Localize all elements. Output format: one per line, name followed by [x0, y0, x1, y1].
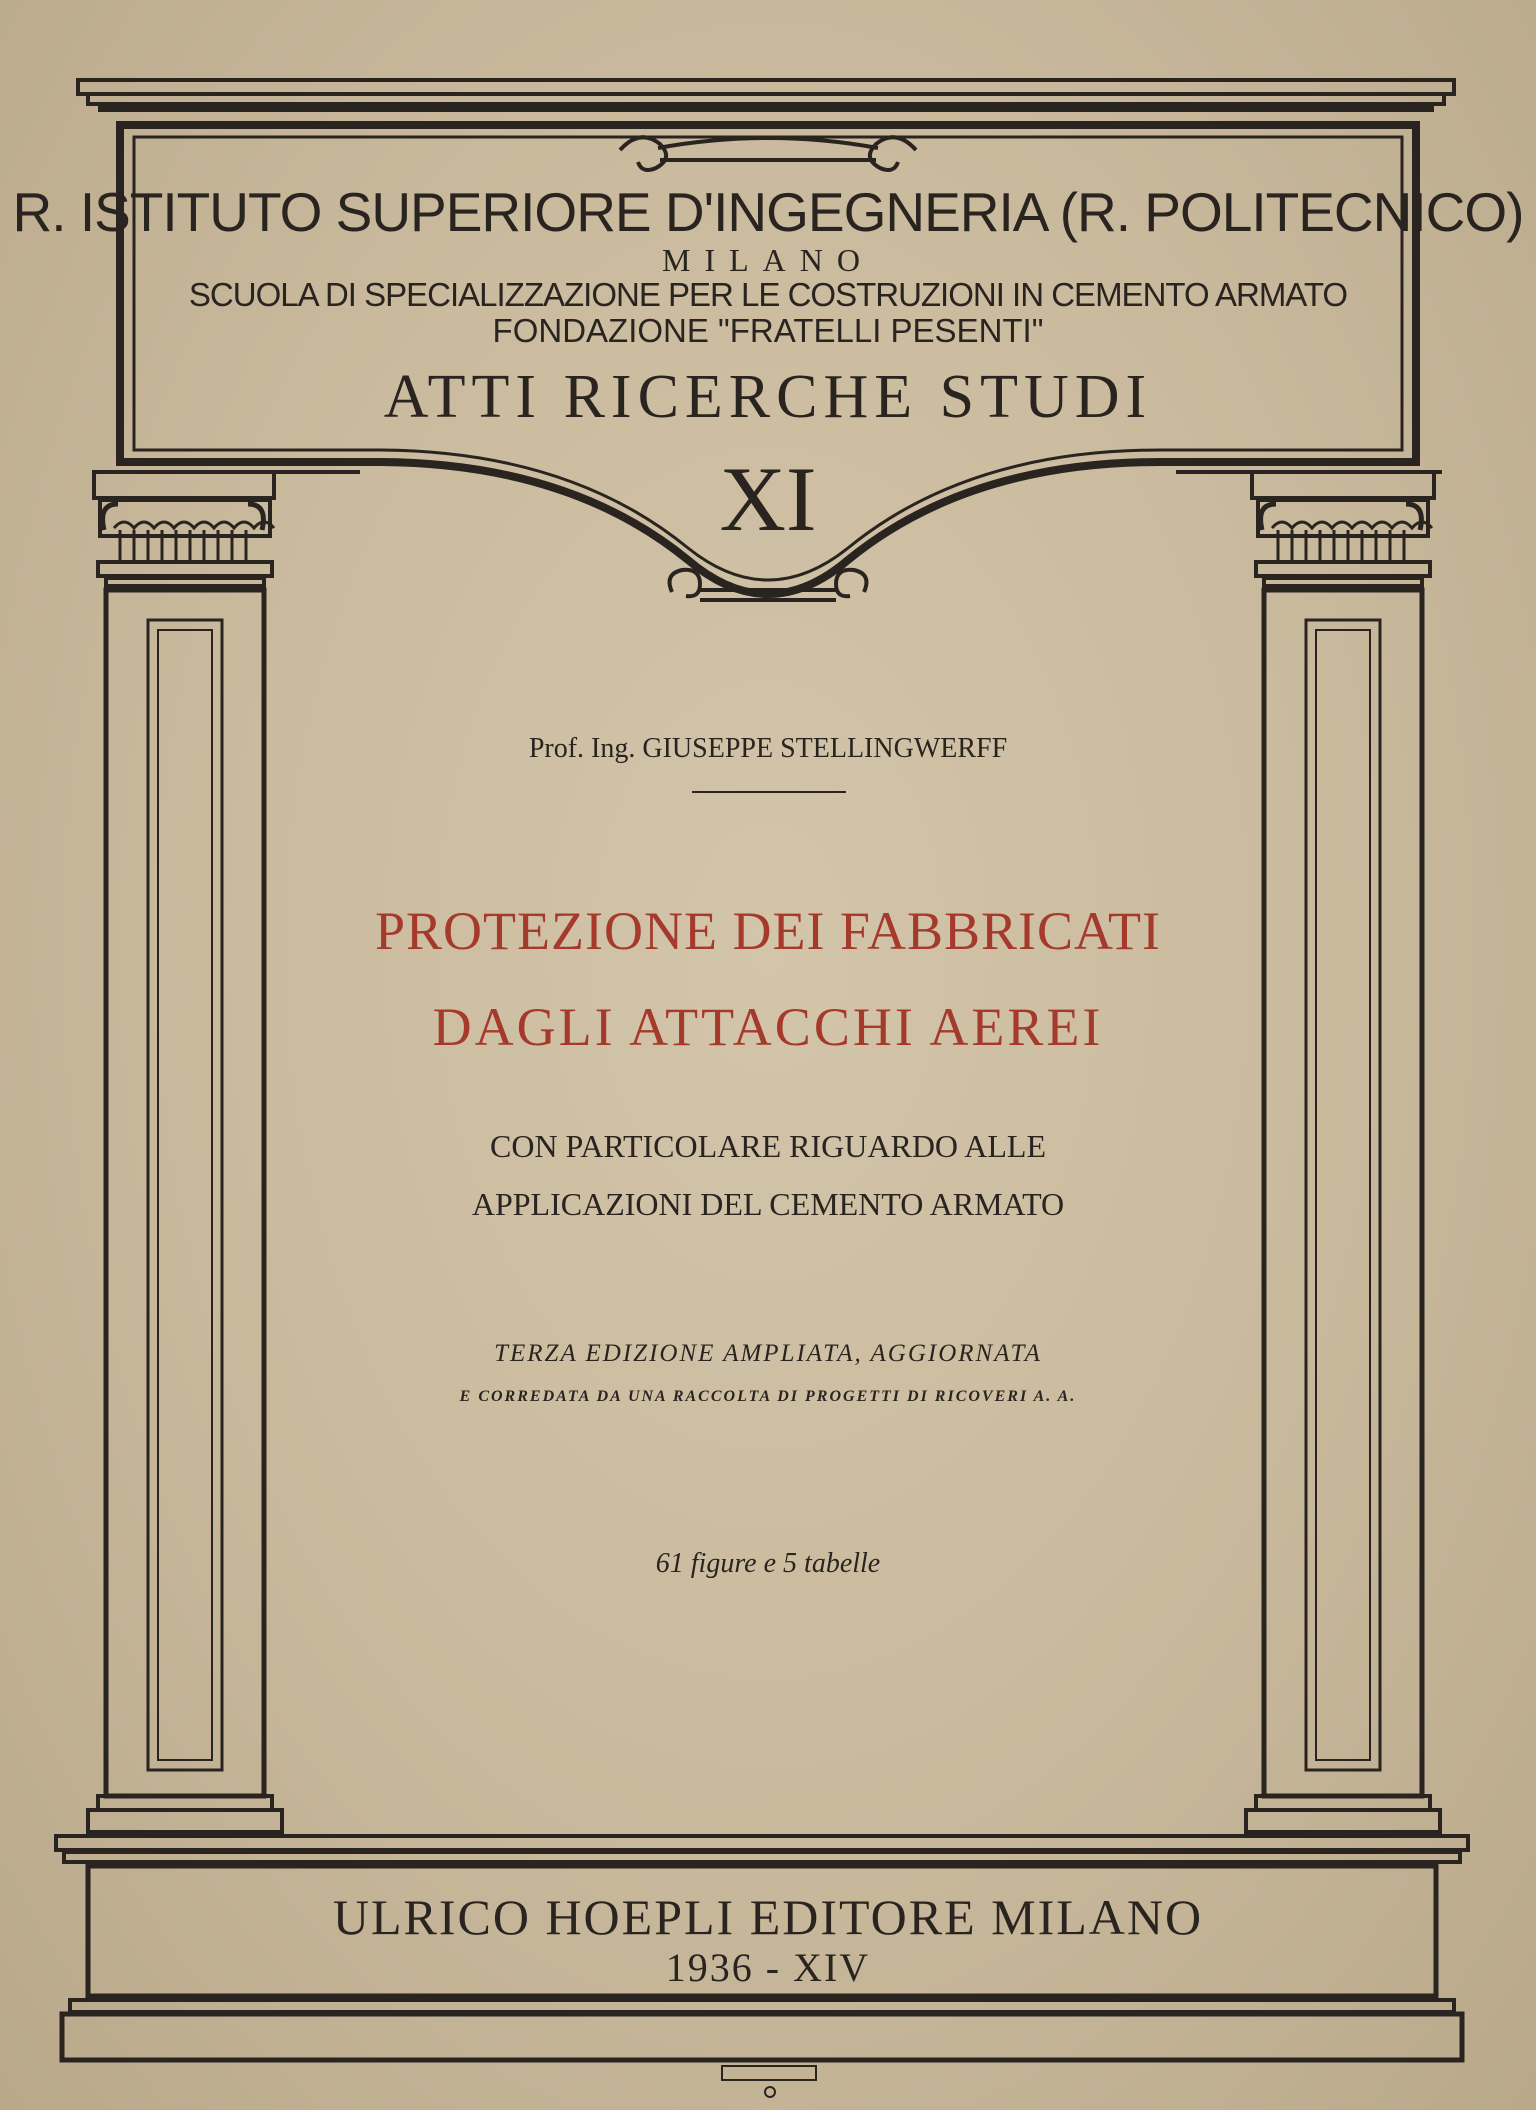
- scroll-ornament-top: [620, 137, 916, 170]
- edition-line-2: E CORREDATA DA UNA RACCOLTA DI PROGETTI DI RICOVERI A. A.: [459, 1388, 1077, 1405]
- printer-mark: [722, 2066, 816, 2097]
- figures-note: 61 figure e 5 tabelle: [655, 1548, 881, 1579]
- series-title: ATTI RICERCHE STUDI: [383, 363, 1153, 431]
- author-name: Prof. Ing. GIUSEPPE STELLINGWERFF: [528, 733, 1008, 764]
- city-name: MILANO: [662, 242, 874, 278]
- title-line-2: DAGLI ATTACCHI AEREI: [432, 997, 1104, 1057]
- subtitle-line-2: APPLICAZIONI DEL CEMENTO ARMATO: [471, 1186, 1065, 1222]
- institute-name: R. ISTITUTO SUPERIORE D'INGEGNERIA (R. POLITECNICO): [12, 181, 1524, 243]
- volume-number: XI: [719, 448, 817, 550]
- school-name: SCUOLA DI SPECIALIZZAZIONE PER LE COSTRUZIONI IN CEMENTO ARMATO: [188, 276, 1348, 313]
- subtitle-line-1: CON PARTICOLARE RIGUARDO ALLE: [489, 1128, 1047, 1164]
- publisher-name: ULRICO HOEPLI EDITORE MILANO: [332, 1889, 1204, 1945]
- edition-line-1: TERZA EDIZIONE AMPLIATA, AGGIORNATA: [494, 1340, 1042, 1367]
- publication-year: 1936 - XIV: [665, 1945, 871, 1990]
- foundation-name: FONDAZIONE "FRATELLI PESENTI": [492, 312, 1044, 349]
- title-line-1: PROTEZIONE DEI FABBRICATI: [375, 901, 1161, 961]
